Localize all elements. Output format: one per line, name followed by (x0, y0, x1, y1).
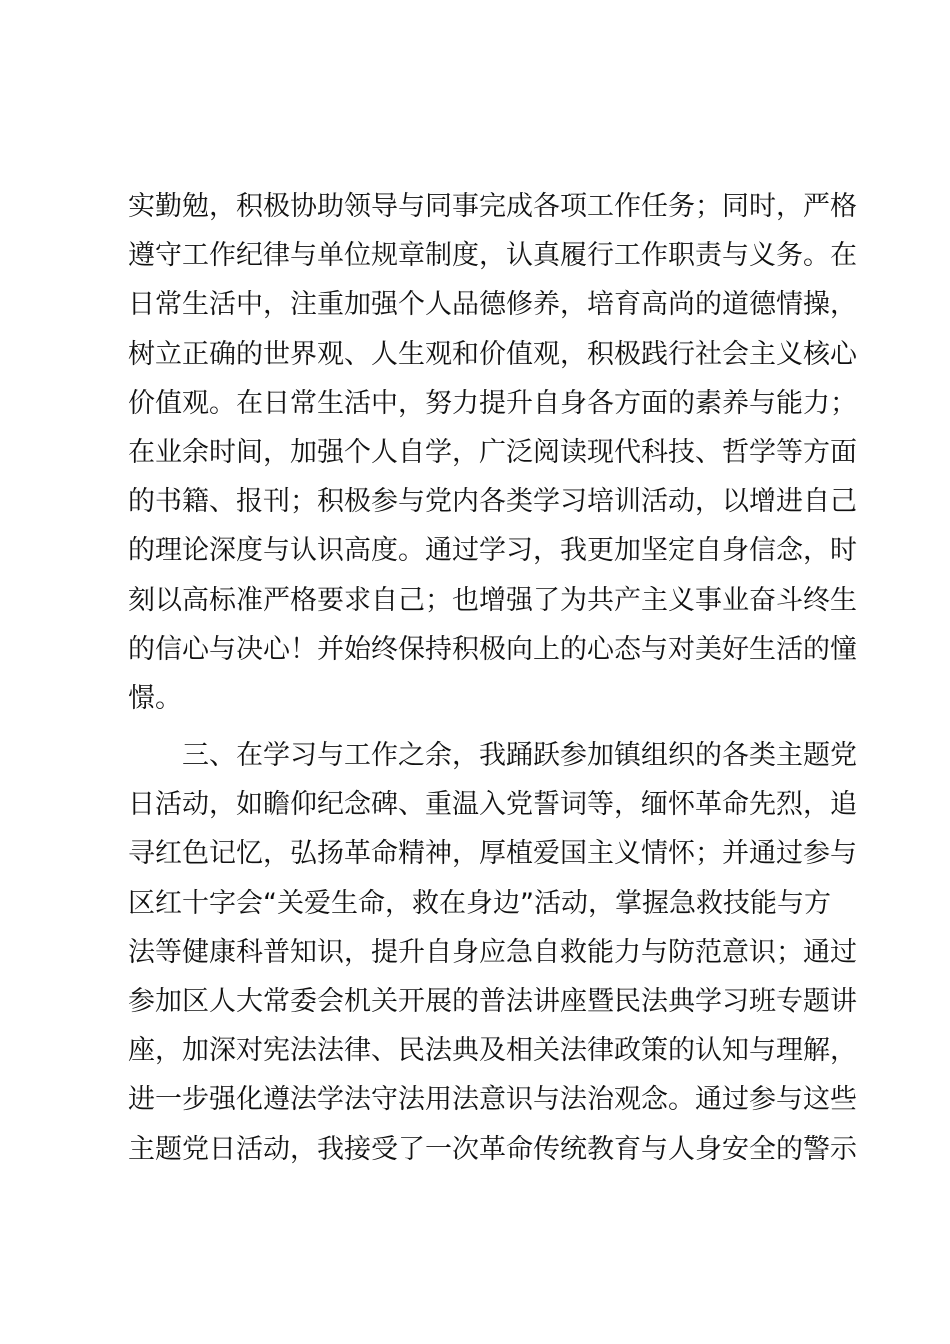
text-line: 树立正确的世界观、人生观和价值观，积极践行社会主义核心 (128, 338, 857, 370)
text-line: 区红十字会“关爱生命，救在身边”活动，掌握急救技能与方 (128, 887, 831, 919)
paragraph-continuation (128, 182, 857, 723)
text-line: 法等健康科普知识，提升自身应急自救能力与防范意识；通过 (128, 936, 857, 968)
text-line: 进一步强化遵法学法守法用法意识与法治观念。通过参与这些 (128, 1084, 857, 1116)
text-line: 实勤勉，积极协助领导与同事完成各项工作任务；同时，严格 (128, 191, 857, 222)
text-line: 主题党日活动，我接受了一次革命传统教育与人身安全的警示 (128, 1133, 857, 1165)
text-line: 刻以高标准严格要求自己；也增强了为共产主义事业奋斗终生 (128, 584, 857, 616)
text-line: 日常生活中，注重加强个人品德修养，培育高尚的道德情操， (128, 289, 857, 321)
text-line: 在业余时间，加强个人自学，广泛阅读现代科技、哲学等方面 (128, 436, 857, 468)
paragraph-section-three (128, 731, 857, 1174)
text-line: 的书籍、报刊；积极参与党内各类学习培训活动，以增进自己 (128, 486, 857, 518)
text-line: 的信心与决心！并始终保持积极向上的心态与对美好生活的憧 (128, 633, 857, 665)
text-line: 憬。 (128, 682, 182, 714)
text-line: 价值观。在日常生活中，努力提升自身各方面的素养与能力； (128, 387, 857, 419)
text-line: 的理论深度与认识高度。通过学习，我更加坚定自身信念，时 (128, 535, 857, 567)
text-line: 日活动，如瞻仰纪念碑、重温入党誓词等，缅怀革命先烈，追 (128, 789, 857, 821)
text-line: 参加区人大常委会机关开展的普法讲座暨民法典学习班专题讲 (128, 985, 857, 1017)
text-line: 座，加深对宪法法律、民法典及相关法律政策的认知与理解， (128, 1035, 857, 1067)
text-line: 遵守工作纪律与单位规章制度，认真履行工作职责与义务。在 (128, 240, 857, 272)
text-line: 寻红色记忆，弘扬革命精神，厚植爱国主义情怀；并通过参与 (128, 838, 857, 870)
text-line: 三、在学习与工作之余，我踊跃参加镇组织的各类主题党 (128, 740, 857, 771)
